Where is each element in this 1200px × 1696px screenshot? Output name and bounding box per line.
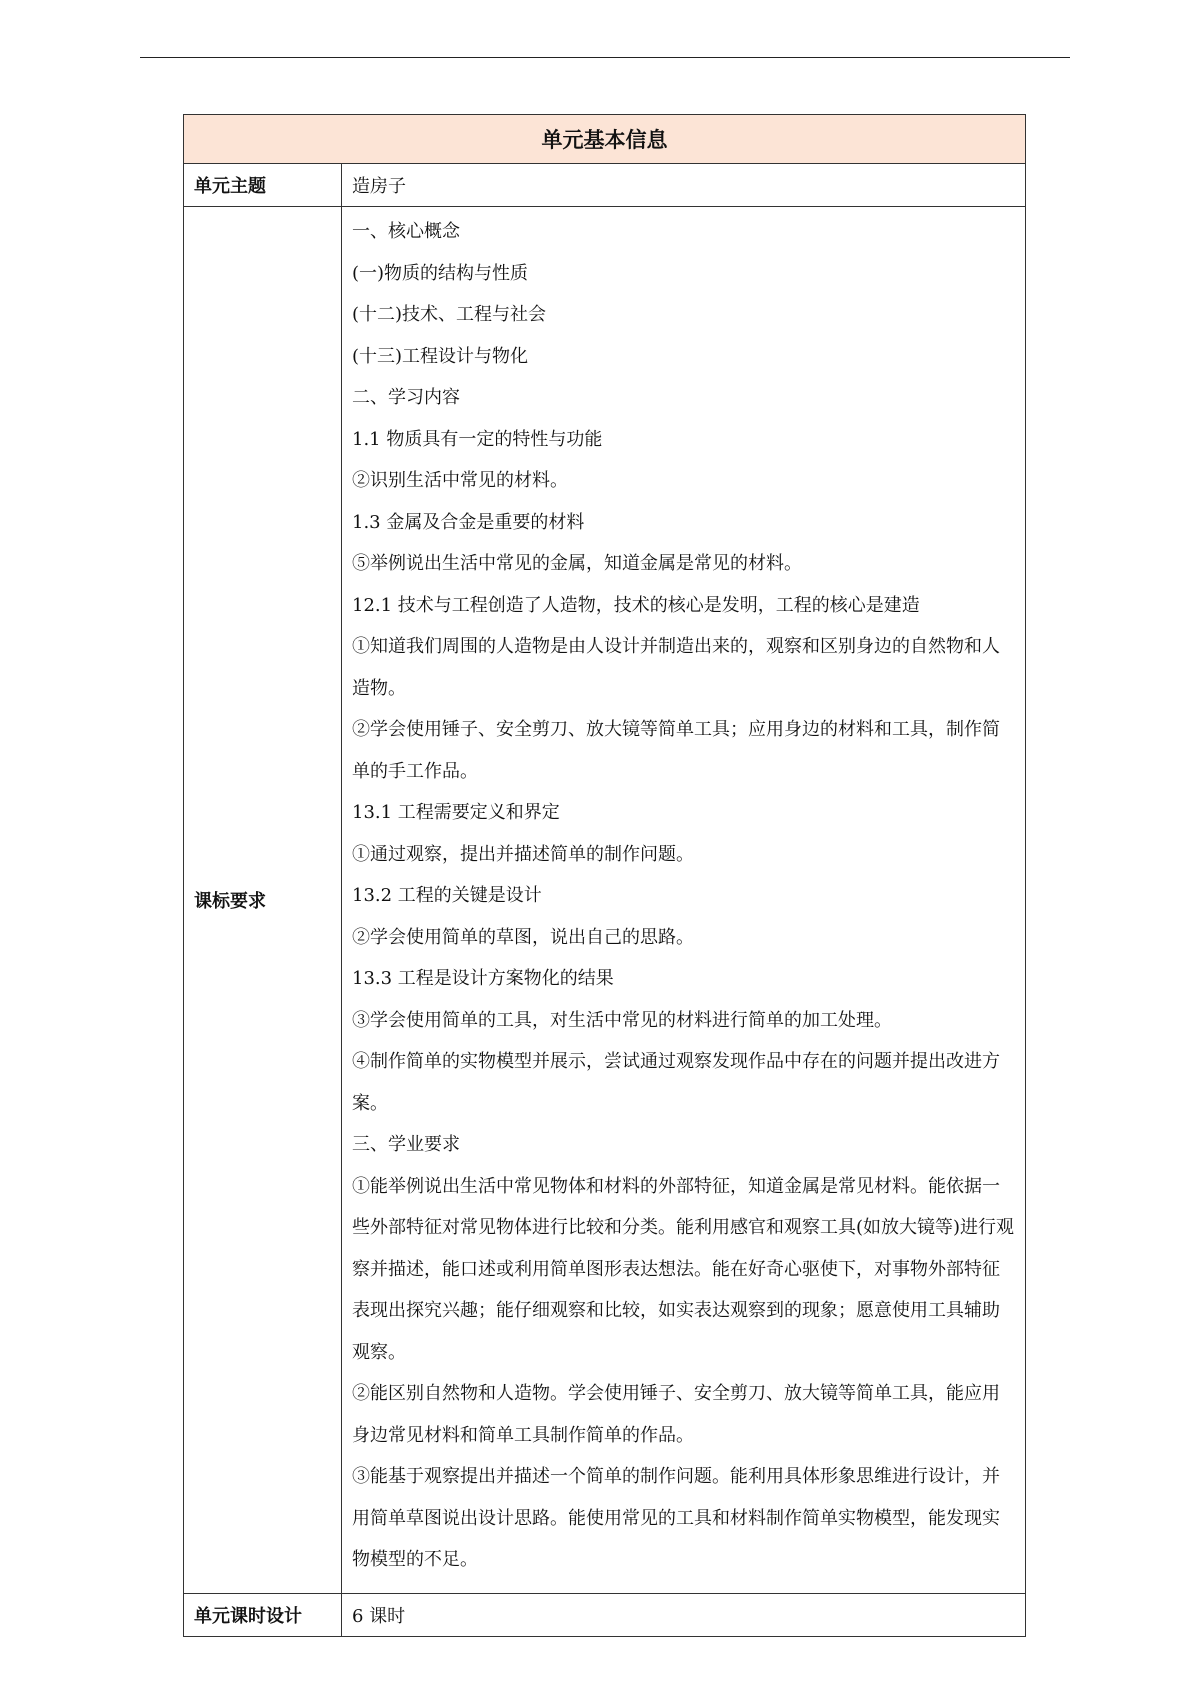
standards-line: ①能举例说出生活中常见物体和材料的外部特征，知道金属是常见材料。能依据一些外部特征对常见物体进行比较和分类。能利用感官和观察工具(如放大镜等)进行观察并描述，能口述或利用简单图形表达想法。能在好奇心驱使下，对事物外部特征表现出探究兴趣；能仔细观察和比较，如实表达观察到的现象；愿意使用工具辅助观察。 xyxy=(352,1175,1015,1363)
standards-line: ⑤举例说出生活中常见的金属，知道金属是常见的材料。 xyxy=(352,553,802,574)
unit-info-table xyxy=(183,114,1026,1637)
standards-line: 1.1 物质具有一定的特性与功能 xyxy=(352,428,603,450)
value-unit-topic: 造房子 xyxy=(342,164,1026,207)
standards-line: 三、学业要求 xyxy=(352,1134,460,1155)
header-rule xyxy=(140,57,1070,58)
standards-line: 二、学习内容 xyxy=(352,387,460,408)
standards-line: ①知道我们周围的人造物是由人设计并制造出来的，观察和区别身边的自然物和人造物。 xyxy=(352,636,1000,699)
standards-line: (十三)工程设计与物化 xyxy=(352,345,529,367)
standards-line: 13.3 工程是设计方案物化的结果 xyxy=(352,968,614,989)
standards-line: ③能基于观察提出并描述一个简单的制作问题。能利用具体形象思维进行设计，并用简单草图说出设计思路。能使用常见的工具和材料制作简单实物模型，能发现实物模型的不足。 xyxy=(352,1466,1000,1570)
standards-line: (一)物质的结构与性质 xyxy=(352,262,529,284)
table-title: 单元基本信息 xyxy=(184,115,1026,164)
standards-line: 12.1 技术与工程创造了人造物，技术的核心是发明，工程的核心是建造 xyxy=(352,594,920,616)
label-curriculum-standards: 课标要求 xyxy=(184,207,342,1594)
standards-line: (十二)技术、工程与社会 xyxy=(352,304,547,325)
value-lesson-design: 6 课时 xyxy=(342,1593,1026,1636)
curriculum-standards-content xyxy=(342,207,1026,1594)
standards-line: ①通过观察，提出并描述简单的制作问题。 xyxy=(352,843,694,865)
standards-line: ④制作简单的实物模型并展示，尝试通过观察发现作品中存在的问题并提出改进方案。 xyxy=(352,1051,1000,1114)
standards-line: 1.3 金属及合金是重要的材料 xyxy=(352,511,585,533)
standards-line: 13.2 工程的关键是设计 xyxy=(352,885,542,906)
standards-line: ②学会使用锤子、安全剪刀、放大镜等简单工具；应用身边的材料和工具，制作简单的手工作品。 xyxy=(352,719,1000,782)
standards-line: ②能区别自然物和人造物。学会使用锤子、安全剪刀、放大镜等简单工具，能应用身边常见材料和简单工具制作简单的作品。 xyxy=(352,1383,1000,1446)
label-lesson-design: 单元课时设计 xyxy=(184,1593,342,1636)
standards-line: 一、核心概念 xyxy=(352,221,460,242)
standards-line: 13.1 工程需要定义和界定 xyxy=(352,802,560,823)
standards-line: ②识别生活中常见的材料。 xyxy=(352,470,568,491)
standards-line: ②学会使用简单的草图，说出自己的思路。 xyxy=(352,926,694,948)
label-unit-topic: 单元主题 xyxy=(184,164,342,207)
standards-line: ③学会使用简单的工具，对生活中常见的材料进行简单的加工处理。 xyxy=(352,1009,892,1031)
